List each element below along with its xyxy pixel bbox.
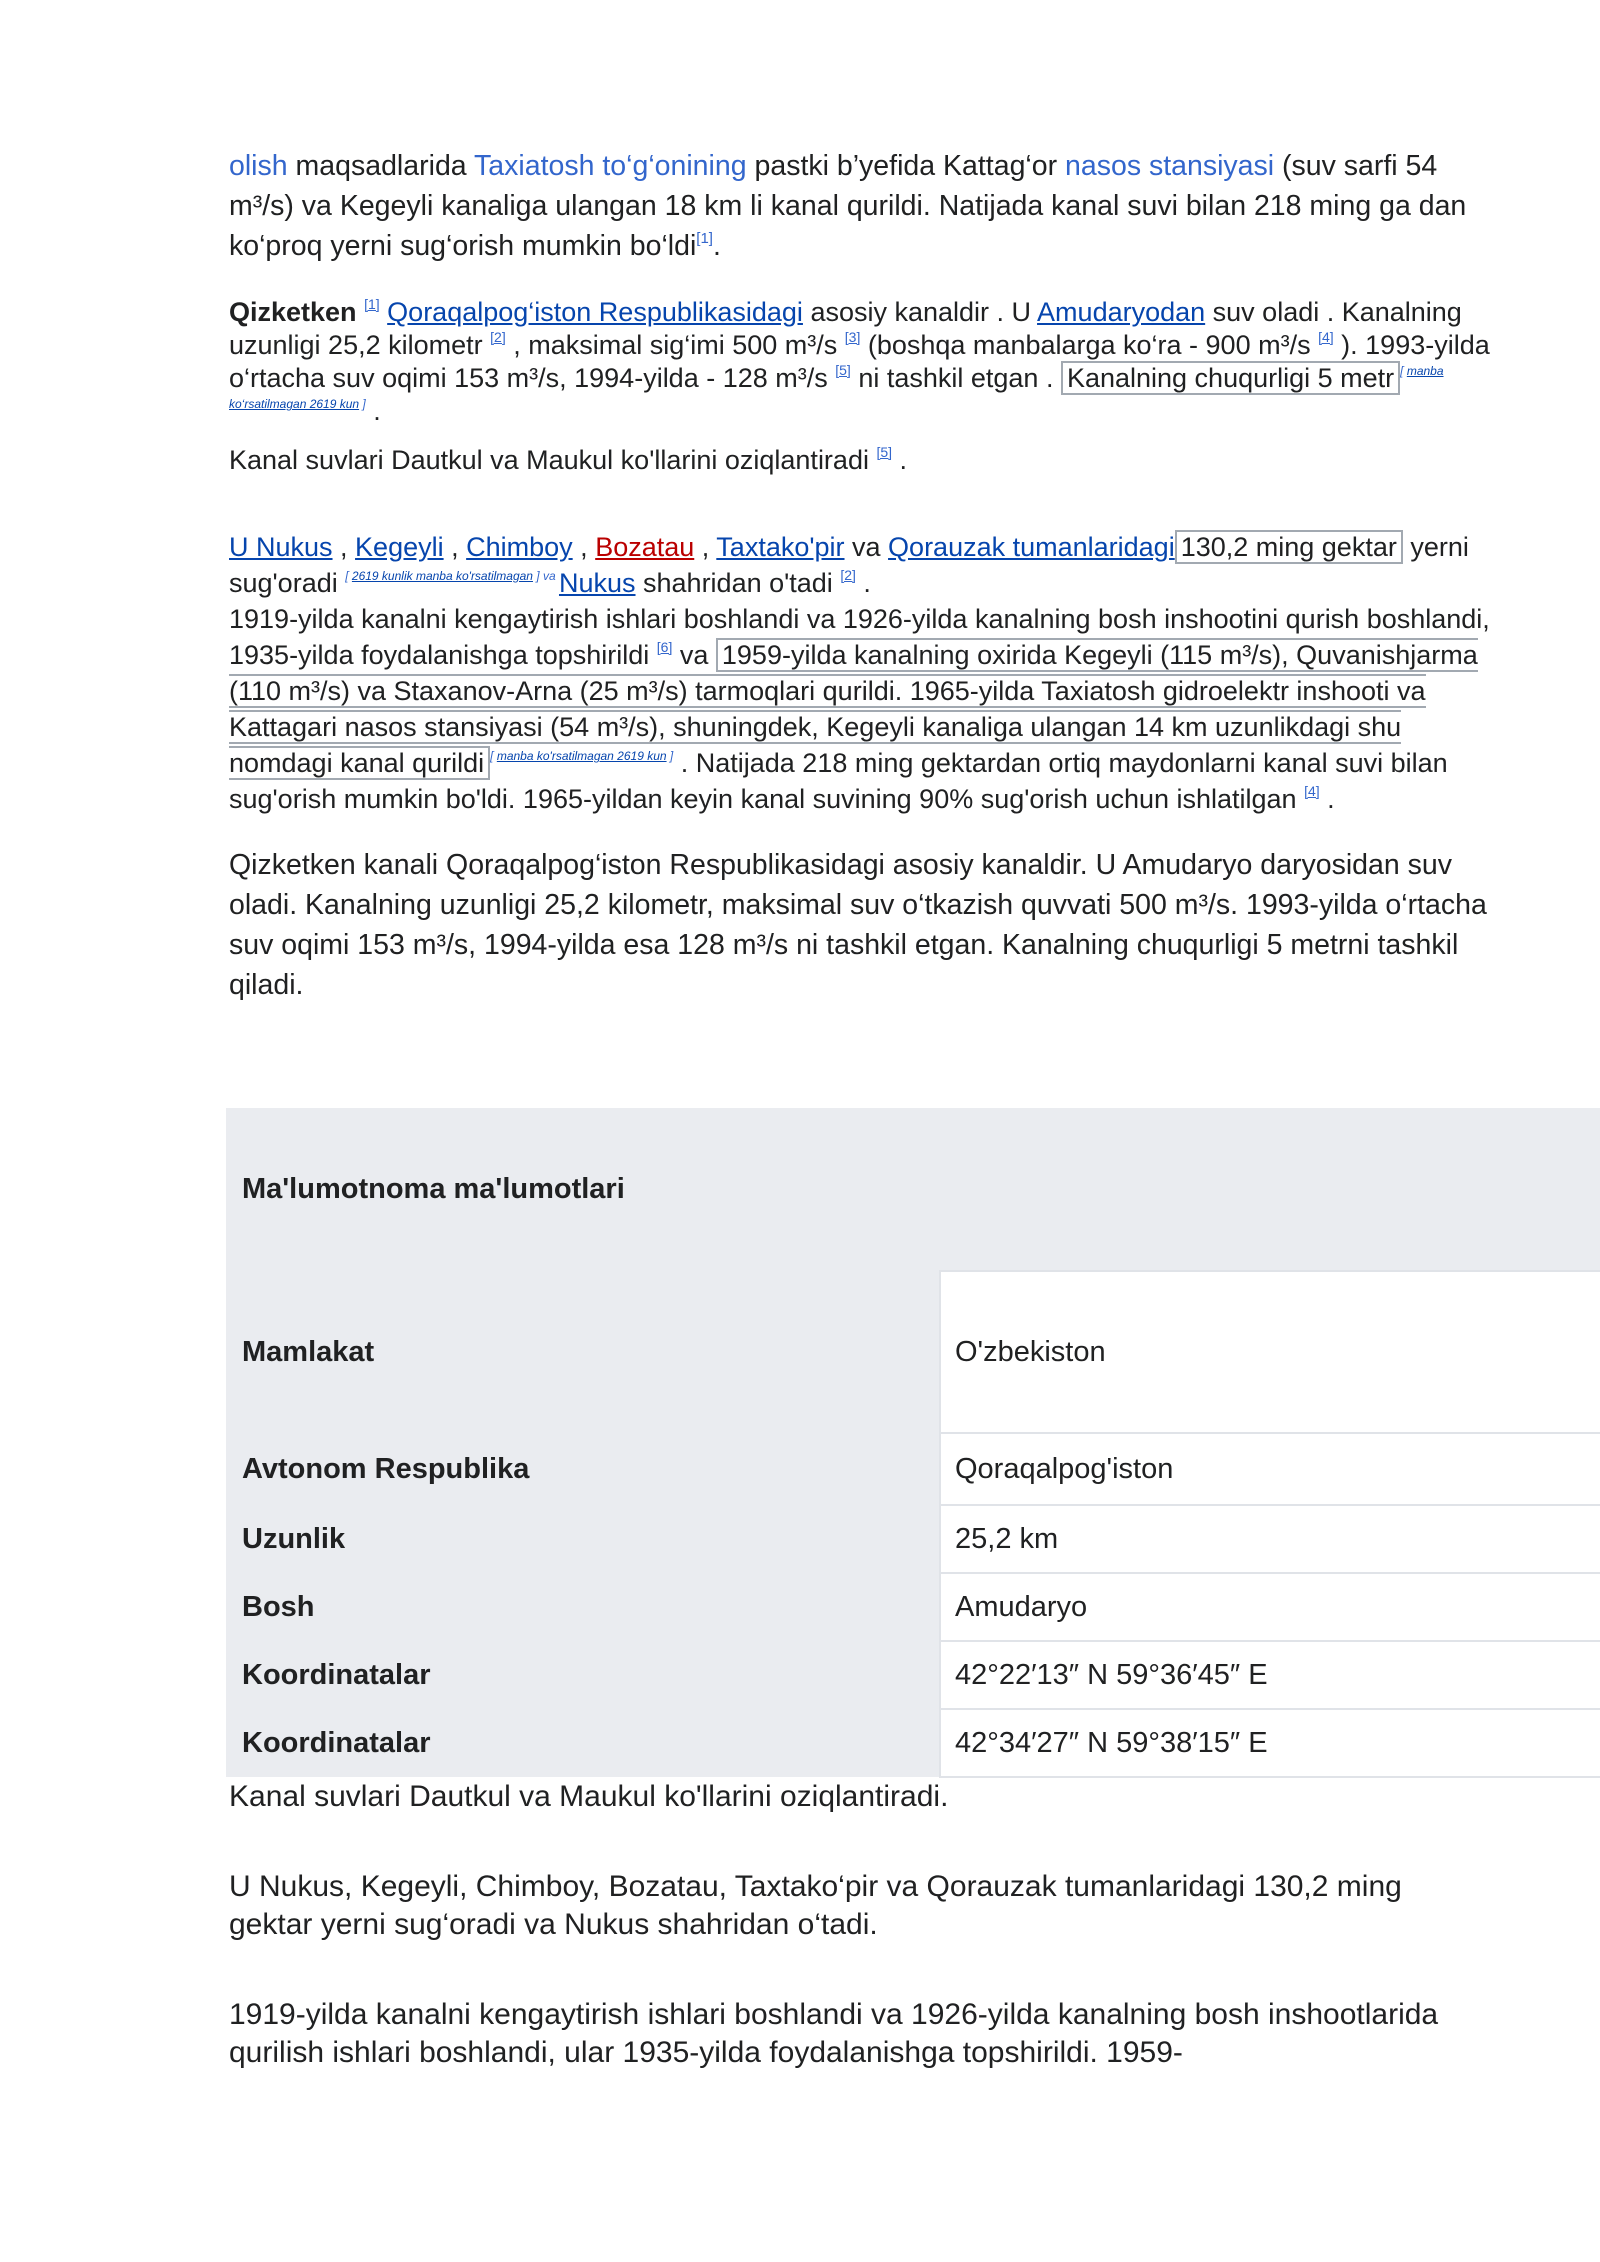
reference-3[interactable]: [3] <box>844 329 861 345</box>
text: . <box>1319 784 1335 814</box>
paragraph-summary: Qizketken kanali Qoraqalpog‘iston Respublikasidagi asosiy kanaldir. U Amudaryo daryosidan suv oladi. Kanalning uzunligi 25,2 kilometr, maksimal suv o‘tkazish quvvati 500 m³/s. 1993-yilda o‘rtacha suv oqimi 153 m³/s, 1994-yilda esa 128 m³/s ni tashkil etgan. Kanalning chuqurligi 5 metrni tashkil qiladi. <box>229 849 1487 1001</box>
infobox-value: O'zbekiston <box>940 1271 1600 1433</box>
infobox-value: 42°34′27″ N 59°38′15″ E <box>940 1709 1600 1777</box>
infobox-key: Koordinatalar <box>226 1641 940 1709</box>
infobox-key: Koordinatalar <box>226 1709 940 1777</box>
text: , <box>443 532 467 562</box>
citation-needed-link[interactable]: manba ko'rsatilmagan 2619 kun <box>496 749 667 763</box>
infobox-row <box>226 1505 1600 1573</box>
reference-4[interactable]: [4] <box>1304 783 1320 799</box>
text: , <box>572 532 596 562</box>
link-olish[interactable]: olish <box>229 150 288 182</box>
link-karakalpakstan[interactable]: Qoraqalpog‘iston Respublikasidagi <box>387 297 803 327</box>
paragraph-construction <box>229 146 1491 266</box>
paragraph-history-plain: 1919-yilda kanalni kengaytirish ishlari boshlandi va 1926-yilda kanalning bosh inshootlarida qurilish ishlari boshlandi, ular 1935-yilda foydalanishga topshirildi. 1959- <box>229 1998 1439 2069</box>
link-kegeyli[interactable]: Kegeyli <box>355 532 444 562</box>
link-bozatau[interactable]: Bozatau <box>595 532 695 562</box>
reference-1[interactable]: [1] <box>696 230 713 247</box>
text: (suv sarfi 54 m³/s) va Kegeyli kanaliga ulangan 18 km li kanal qurildi. Natijada kanal suvi bilan 218 ming ga dan ko‘proq yerni sug‘orish mumkin bo‘ldi <box>229 150 1467 262</box>
link-taxiatosh-dam[interactable]: Taxiatosh to‘g‘onining <box>474 150 747 182</box>
infobox-row <box>226 1573 1600 1641</box>
bracket: [ <box>490 749 497 763</box>
text: ni tashkil etgan . <box>850 363 1061 393</box>
text: suv oladi . Kanalning uzunligi 25,2 kilometr <box>229 297 1462 360</box>
link-amudarya[interactable]: Amudaryodan <box>1037 297 1206 327</box>
article-continuation <box>229 1778 1491 2072</box>
paragraph-districts-plain: U Nukus, Kegeyli, Chimboy, Bozatau, Taxtako‘pir va Qorauzak tumanlaridagi 130,2 ming gektar yerni sug‘oradi va Nukus shahridan o‘tadi. <box>229 1870 1402 1941</box>
link-nukus-city[interactable]: Nukus <box>558 568 636 598</box>
infobox-row <box>226 1433 1600 1505</box>
reference-5[interactable]: [5] <box>876 444 893 460</box>
text: (boshqa manbalarga ko‘ra - 900 m³/s <box>860 330 1319 360</box>
reference-2[interactable]: [2] <box>840 567 856 583</box>
infobox-key: Avtonom Respublika <box>226 1433 940 1505</box>
reference-4[interactable]: [4] <box>1318 329 1334 345</box>
highlighted-claim: 130,2 ming gektar <box>1175 530 1403 564</box>
reference-5[interactable]: [5] <box>835 362 851 378</box>
text: maqsadlarida <box>287 150 475 182</box>
citation-needed-tag <box>490 749 673 763</box>
infobox-table <box>226 1108 1600 1778</box>
text: asosiy kanaldir . U <box>802 297 1038 327</box>
bracket: [ <box>345 569 352 583</box>
infobox-value: 42°22′13″ N 59°36′45″ E <box>940 1641 1600 1709</box>
reference-6[interactable]: [6] <box>656 639 673 655</box>
infobox-value: Amudaryo <box>940 1573 1600 1641</box>
paragraph-lakes <box>229 444 1491 477</box>
text: 1919-yilda kanalni kengaytirish ishlari boshlandi va 1926-yilda kanalning bosh inshootini qurish boshlandi, 1935-yilda foydalanishga topshirildi <box>229 604 1490 670</box>
text: . Natijada 218 ming gektardan ortiq maydonlarni kanal suvi bilan sug'orish mumkin bo'ldi. 1965-yildan keyin kanal suvining 90% sug'orish uchun ishlatilgan <box>229 748 1448 814</box>
infobox-key: Mamlakat <box>226 1271 940 1433</box>
text: va <box>844 532 889 562</box>
citation-needed-link[interactable]: manba ko‘rsatilmagan 2619 kun <box>229 364 1444 411</box>
citation-needed-link[interactable]: 2619 kunlik manba ko'rsatilmagan <box>351 569 533 583</box>
bracket: ] va <box>532 569 559 583</box>
paragraph-districts-history <box>229 529 1491 817</box>
text: . <box>365 396 381 426</box>
bracket: ] <box>359 397 366 411</box>
infobox-key: Bosh <box>226 1573 940 1641</box>
text: . <box>712 230 721 262</box>
link-nukus-district[interactable]: U Nukus <box>229 532 333 562</box>
infobox-title: Ma'lumotnoma ma'lumotlari <box>226 1108 1600 1271</box>
citation-needed-tag <box>345 569 559 583</box>
infobox-row <box>226 1641 1600 1709</box>
link-taxtakopir[interactable]: Taxtako'pir <box>716 532 845 562</box>
bracket: ] <box>666 749 674 763</box>
link-pump-station[interactable]: nasos stansiyasi <box>1065 150 1275 182</box>
text: va <box>672 640 716 670</box>
text: yerni sug'oradi <box>229 532 1469 598</box>
infobox-key: Uzunlik <box>226 1505 940 1573</box>
paragraph-lakes-plain: Kanal suvlari Dautkul va Maukul ko'llarini oziqlantiradi. <box>229 1780 949 1813</box>
text: shahridan o'tadi <box>635 568 841 598</box>
link-chimboy[interactable]: Chimboy <box>466 532 573 562</box>
reference-1[interactable]: [1] <box>364 296 380 312</box>
infobox-row <box>226 1271 1600 1433</box>
infobox-row <box>226 1709 1600 1777</box>
link-qorauzak[interactable]: Qorauzak tumanlaridagi <box>888 532 1175 562</box>
infobox-value: 25,2 km <box>940 1505 1600 1573</box>
article-body <box>229 146 1491 1005</box>
text: , <box>694 532 717 562</box>
text: ). 1993-yilda o‘rtacha suv oqimi 153 m³/s, 1994-yilda - 128 m³/s <box>229 330 1490 393</box>
text: pastki b’yefida Kattag‘or <box>746 150 1066 182</box>
text: . <box>892 445 908 475</box>
highlighted-claim: Kanalning chuqurligi 5 metr <box>1061 361 1400 395</box>
paragraph-intro <box>229 296 1491 428</box>
text: Kanal suvlari Dautkul va Maukul ko'llarini oziqlantiradi <box>229 445 877 475</box>
text: , <box>332 532 356 562</box>
text: . <box>855 568 871 598</box>
highlighted-claim: 1959-yilda kanalning oxirida Kegeyli (115 m³/s), Quvanishjarma (110 m³/s) va Staxanov-Arna (25 m³/s) tarmoqlari qurildi. 1965-yilda Taxiatosh gidroelektr inshooti va Kattagari nasos stansiyasi (54 m³/s), shuningdek, Kegeyli kanaliga ulangan 14 km uzunlikdagi shu nomdagi kanal qurildi <box>229 640 1478 778</box>
reference-2[interactable]: [2] <box>490 329 506 345</box>
text: , maksimal sig‘imi 500 m³/s <box>505 330 845 360</box>
article-title-bold: Qizketken <box>229 297 357 327</box>
infobox-value: Qoraqalpog'iston <box>940 1433 1600 1505</box>
bracket: [ <box>1400 364 1407 378</box>
